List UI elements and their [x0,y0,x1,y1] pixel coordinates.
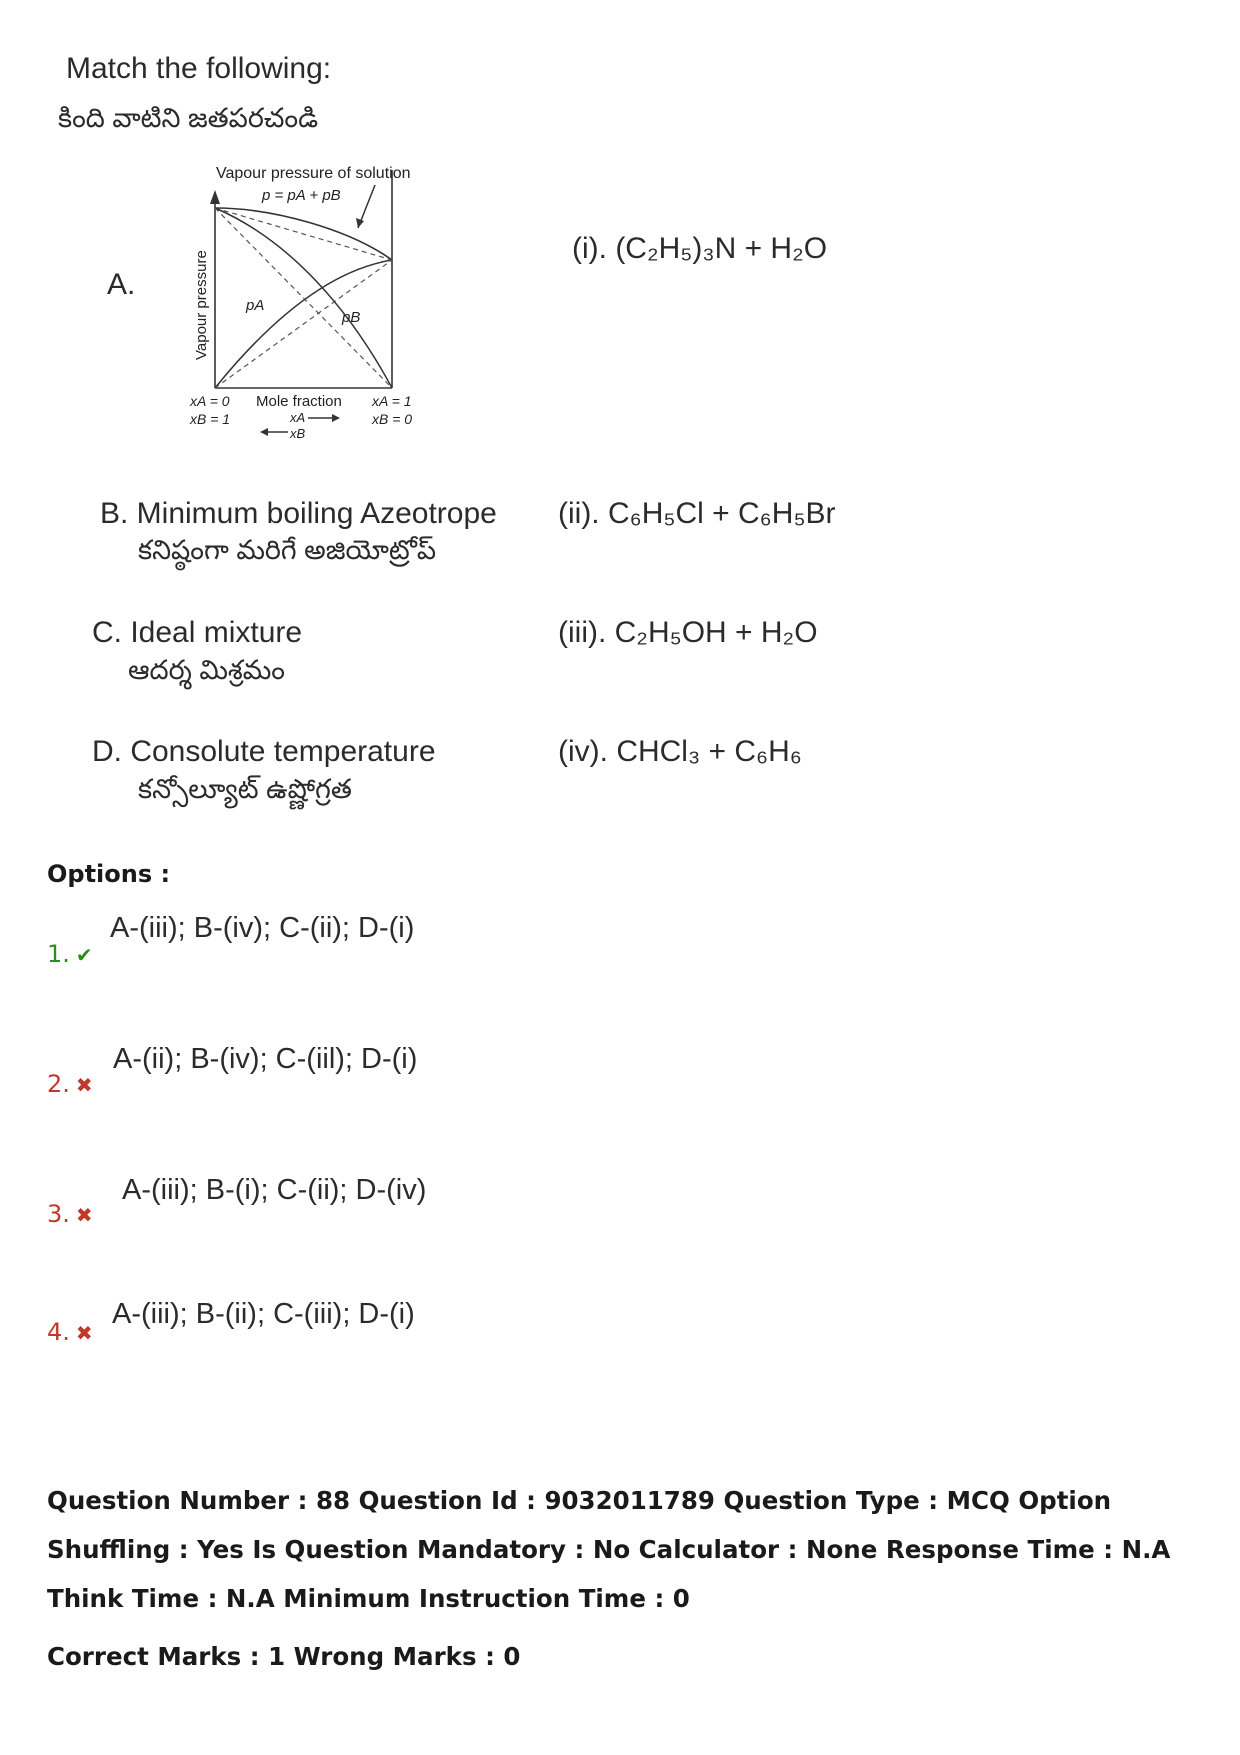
question-title: Match the following: [66,52,332,85]
item-a-label: A. [107,268,136,301]
pb-ideal-line [215,208,392,388]
left-xb-label: xB = 1 [190,411,231,427]
diagram-equation: p = pA + pB [262,187,341,204]
pa-ideal-line [215,260,392,388]
item-ii-label: (ii). C₆H₅Cl + C₆H₅Br [558,497,836,530]
cross-icon: ✖ [75,1075,93,1097]
item-c-label-telugu: ఆదర్శ మిశ్రమం [128,655,286,685]
right-xa-label: xA = 1 [372,393,412,409]
cross-icon: ✖ [75,1205,93,1227]
right-xb-label: xB = 0 [372,411,413,427]
item-iv-label: (iv). CHCl₃ + C₆H₆ [558,735,802,768]
y-axis-arrowhead [210,190,220,204]
item-iii-label: (iii). C₂H₅OH + H₂O [558,616,818,649]
item-b-label: B. Minimum boiling Azeotrope [100,497,497,530]
left-xa-label: xA = 0 [190,393,230,409]
question-meta: Question Number : 88 Question Id : 9032011789 Question Type : MCQ Option Shuffling : Yes Is Question Mandatory : No Calculator : None Response Time : N.A Think Time : N.A Minimum Instruction Time : 0 [47,1486,1171,1613]
item-d-label-telugu: కన్సోల్యూట్ ఉష్ణోగ్రత [138,774,352,804]
vapour-pressure-diagram [180,160,440,450]
xb-arrow-label: xB [290,426,306,441]
option-1-text[interactable]: A-(iii); B-(iv); C-(ii); D-(i) [110,912,415,944]
xa-arrow-label: xA [290,410,306,425]
x-axis-label: Mole fraction [256,393,342,410]
y-axis-label: Vapour pressure [193,250,210,360]
pa-label: pA [246,297,265,314]
option-1[interactable] [47,940,93,968]
option-3[interactable] [47,1200,93,1228]
question-title-telugu: కింది వాటిని జతపరచండి [58,103,319,133]
item-i-label: (i). (C₂H₅)₃N + H₂O [572,232,828,265]
title-pointer-head [356,218,364,228]
check-icon: ✔ [75,945,93,967]
option-2[interactable] [47,1070,93,1098]
option-4-number: 4. [47,1318,70,1346]
option-3-number: 3. [47,1200,70,1228]
option-1-number: 1. [47,940,70,968]
cross-icon: ✖ [75,1323,93,1345]
option-3-text[interactable]: A-(iii); B-(i); C-(ii); D-(iv) [122,1174,427,1206]
diagram-title: Vapour pressure of solution [216,165,411,182]
option-4-text[interactable]: A-(iii); B-(ii); C-(iii); D-(i) [112,1298,415,1330]
ideal-total-line [215,208,392,260]
option-4[interactable] [47,1318,93,1346]
option-2-number: 2. [47,1070,70,1098]
item-d-label: D. Consolute temperature [92,735,436,768]
item-b-label-telugu: కనిష్ఠంగా మరిగే అజియోట్రోప్ [138,535,437,565]
options-heading: Options : [47,860,171,888]
option-2-text[interactable]: A-(ii); B-(iv); C-(iil); D-(i) [113,1043,418,1075]
marks-meta: Correct Marks : 1 Wrong Marks : 0 [47,1642,521,1671]
pb-label: pB [342,309,361,326]
item-c-label: C. Ideal mixture [92,616,303,649]
